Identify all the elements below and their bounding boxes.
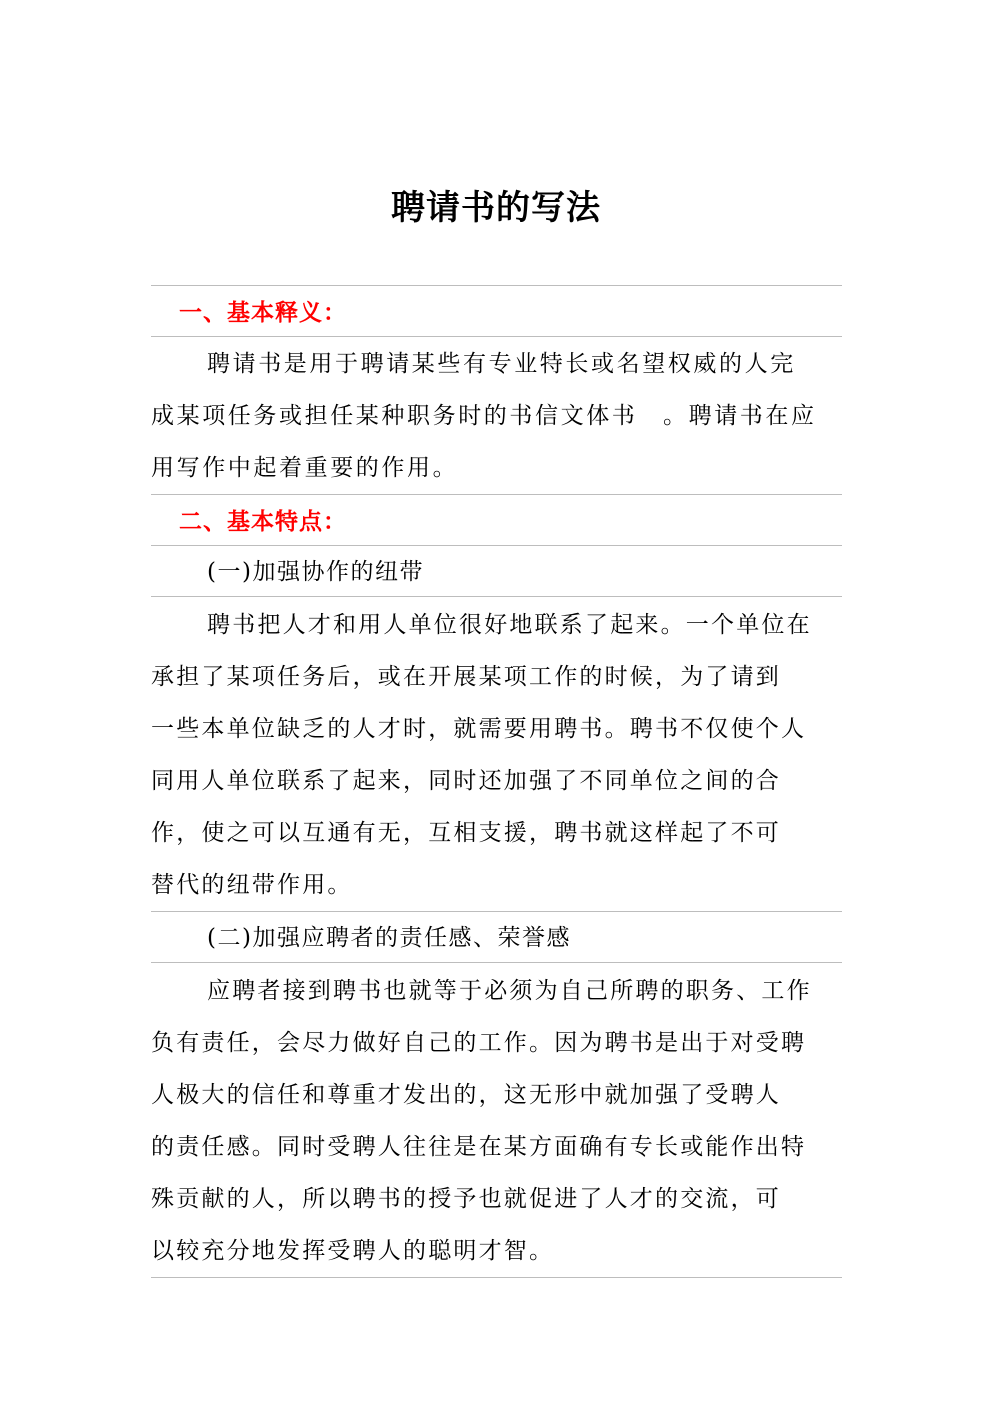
paragraph-line: 以较充分地发挥受聘人的聪明才智。 xyxy=(151,1238,555,1264)
subsection-heading: (一)加强协作的纽带 xyxy=(207,559,424,585)
definition-paragraph-block xyxy=(151,336,842,494)
section-heading: 二、基本特点： xyxy=(179,509,347,535)
paragraph-line: 聘书把人才和用人单位很好地联系了起来。一个单位在 xyxy=(207,612,812,638)
paragraph-line: 用写作中起着重要的作用。 xyxy=(151,455,459,481)
paragraph-line: 应聘者接到聘书也就等于必须为自己所聘的职务、工作 xyxy=(207,978,812,1004)
cooperation-paragraph-block xyxy=(151,596,842,911)
paragraph-line: 一些本单位缺乏的人才时，就需要用聘书。聘书不仅使个人 xyxy=(151,716,807,742)
document-body xyxy=(151,285,842,1278)
paragraph-line: 成某项任务或担任某种职务时的书信文体书 。聘请书在应 xyxy=(151,403,817,429)
responsibility-paragraph-block xyxy=(151,962,842,1278)
paragraph-line: 的责任感。同时受聘人往往是在某方面确有专长或能作出特 xyxy=(151,1134,807,1160)
definition-paragraph xyxy=(151,337,842,494)
document-title: 聘请书的写法 xyxy=(391,188,601,228)
cooperation-paragraph xyxy=(151,597,842,911)
paragraph-line: 同用人单位联系了起来，同时还加强了不同单位之间的合 xyxy=(151,768,781,794)
subsection-cooperation xyxy=(151,545,842,596)
paragraph-line: 聘请书是用于聘请某些有专业特长或名望权威的人完 xyxy=(207,351,796,377)
responsibility-paragraph xyxy=(151,963,842,1277)
section-basic-definition xyxy=(151,285,842,336)
subsection-heading: (二)加强应聘者的责任感、荣誉感 xyxy=(207,925,571,951)
paragraph-line: 作，使之可以互通有无，互相支援，聘书就这样起了不可 xyxy=(151,820,781,846)
section-basic-features xyxy=(151,494,842,545)
paragraph-line: 承担了某项任务后，或在开展某项工作的时候，为了请到 xyxy=(151,664,781,690)
section-heading: 一、基本释义： xyxy=(179,300,347,326)
subsection-responsibility xyxy=(151,911,842,962)
paragraph-line: 替代的纽带作用。 xyxy=(151,872,353,898)
paragraph-line: 殊贡献的人，所以聘书的授予也就促进了人才的交流，可 xyxy=(151,1186,781,1212)
paragraph-line: 人极大的信任和尊重才发出的，这无形中就加强了受聘人 xyxy=(151,1082,781,1108)
paragraph-line: 负有责任，会尽力做好自己的工作。因为聘书是出于对受聘 xyxy=(151,1030,807,1056)
